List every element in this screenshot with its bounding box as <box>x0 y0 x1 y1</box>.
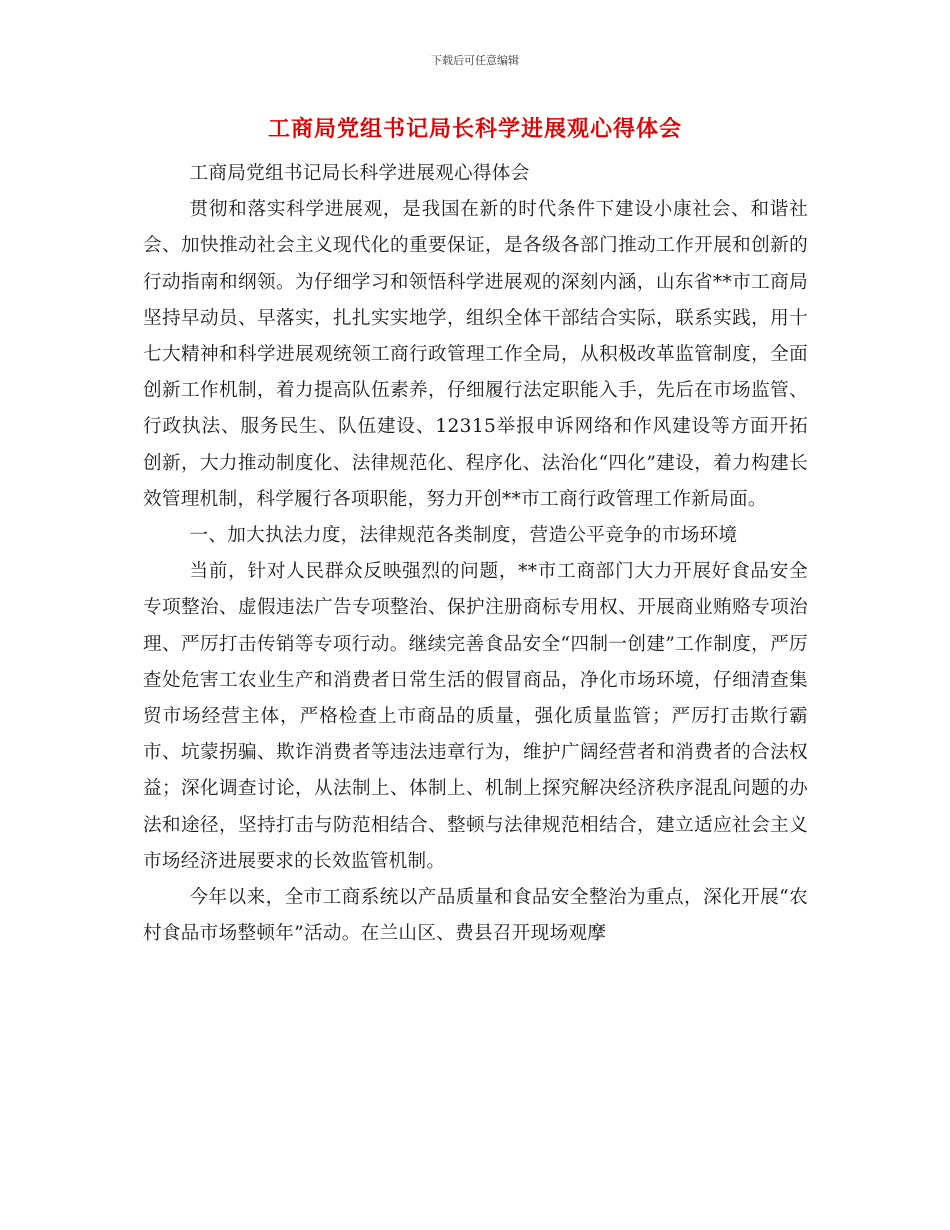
header-note: 下载后可任意编辑 <box>431 54 519 67</box>
paragraph-current: 当前，针对人民群众反映强烈的问题，**市工商部门大力开展好食品安全专项整治、虚假违法广告专项整治、保护注册商标专用权、开展商业贿赂专项治理、严厉打击传销等专项行动。继续完善食品安全“四制一创建”工作制度，严厉查处危害工农业生产和消费者日常生活的假冒商品，净化市场环境，仔细清查集贸市场经营主体，严格检查上市商品的质量，强化质量监管；严厉打击欺行霸市、坑蒙拐骗、欺诈消费者等违法违章行为，维护广阔经营者和消费者的合法权益；深化调查讨论，从法制上、体制上、机制上探究解决经济秩序混乱问题的办法和途径，坚持打击与防范相结合、整顿与法律规范相结合，建立适应社会主义市场经济进展要求的长效监管机制。 <box>143 561 808 872</box>
document-body <box>143 156 808 952</box>
paragraph-subtitle: 工商局党组书记局长科学进展观心得体会 <box>189 163 530 184</box>
paragraph-intro: 贯彻和落实科学进展观，是我国在新的时代条件下建设小康社会、和谐社会、加快推动社会主义现代化的重要保证，是各级各部门推动工作开展和创新的行动指南和纲领。为仔细学习和领悟科学进展观的深刻内涵，山东省**市工商局坚持早动员、早落实，扎扎实实地学，组织全体干部结合实际，联系实践，用十七大精神和科学进展观统领工商行政管理工作全局，从积极改革监管制度，全面创新工作机制，着力提高队伍素养，仔细履行法定职能入手，先后在市场监管、行政执法、服务民生、队伍建设、12315举报申诉网络和作风建设等方面开拓创新，大力推动制度化、法律规范化、程序化、法治化“四化”建设，着力构建长效管理机制，科学履行各项职能，努力开创**市工商行政管理工作新局面。 <box>143 199 808 510</box>
section-heading: 一、加大执法力度，法律规范各类制度，营造公平竞争的市场环境 <box>189 525 738 547</box>
paragraph-this-year: 今年以来，全市工商系统以产品质量和食品安全整治为重点，深化开展“农村食品市场整顿年”活动。在兰山区、费县召开现场观摩 <box>143 887 808 945</box>
document-title: 工商局党组书记局长科学进展观心得体会 <box>267 117 682 142</box>
